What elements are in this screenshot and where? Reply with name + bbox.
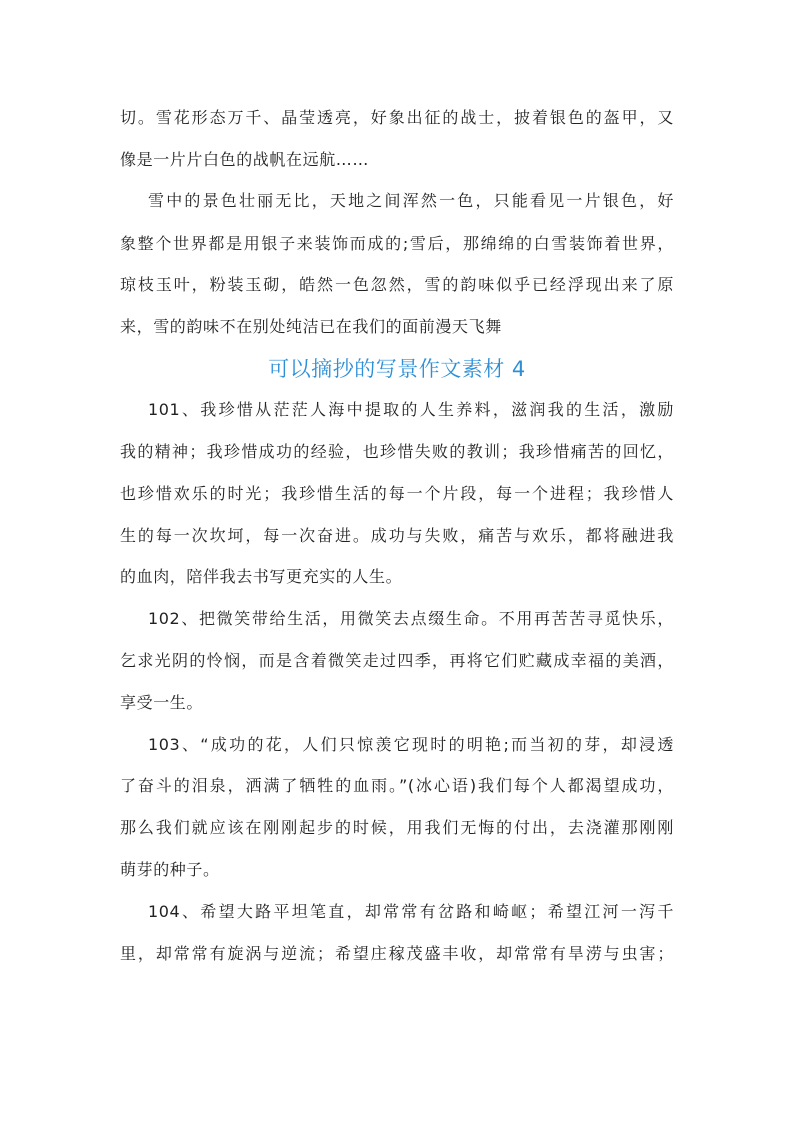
paragraph-line: 的血肉，陪伴我去书写更充实的人生。 xyxy=(120,567,403,586)
paragraph-line: 乞求光阴的怜悯，而是含着微笑走过四季，再将它们贮藏成幸福的美酒， xyxy=(120,651,674,670)
paragraph-line: 我的精神；我珍惜成功的经验，也珍惜失败的教训；我珍惜痛苦的回忆， xyxy=(120,442,674,461)
paragraph-line: 享受一生。 xyxy=(120,693,204,712)
paragraph-line: 像是一片片白色的战帆在远航…… xyxy=(120,150,370,169)
paragraph-line: 101、我珍惜从茫茫人海中提取的人生养料，滋润我的生活，激励 xyxy=(148,400,674,419)
paragraph-line: 102、把微笑带给生活，用微笑去点缀生命。不用再苦苦寻觅快乐， xyxy=(148,609,674,628)
paragraph-line: 了奋斗的泪泉，洒满了牺牲的血雨。”(冰心语)我们每个人都渴望成功， xyxy=(120,776,674,795)
paragraph-line: 琼枝玉叶，粉装玉砌，皓然一色忽然，雪的韵味似乎已经浮现出来了原 xyxy=(120,275,674,294)
paragraph-line: 来，雪的韵味不在别处纯洁已在我们的面前漫天飞舞 xyxy=(120,317,502,336)
section-heading: 可以摘抄的写景作文素材 4 xyxy=(268,357,526,381)
paragraph-line: 切。雪花形态万千、晶莹透亮，好象出征的战士，披着银色的盔甲，又 xyxy=(120,108,674,127)
paragraph-line: 103、“成功的花，人们只惊羡它现时的明艳;而当初的芽，却浸透 xyxy=(148,735,674,754)
paragraph-line: 萌芽的种子。 xyxy=(120,860,220,879)
paragraph-line: 里，却常常有旋涡与逆流；希望庄稼茂盛丰收，却常常有旱涝与虫害； xyxy=(120,944,674,963)
paragraph-line: 象整个世界都是用银子来装饰而成的;雪后，那绵绵的白雪装饰着世界， xyxy=(120,234,674,253)
paragraph-line: 104、希望大路平坦笔直，却常常有岔路和崎岖；希望江河一泻千 xyxy=(148,902,674,921)
paragraph-line: 也珍惜欢乐的时光；我珍惜生活的每一个片段，每一个进程；我珍惜人 xyxy=(120,484,674,503)
paragraph-line: 雪中的景色壮丽无比，天地之间浑然一色，只能看见一片银色，好 xyxy=(148,191,674,210)
paragraph-line: 生的每一次坎坷，每一次奋进。成功与失败，痛苦与欢乐，都将融进我 xyxy=(120,526,674,545)
paragraph-line: 那么我们就应该在刚刚起步的时候，用我们无悔的付出，去浇灌那刚刚 xyxy=(120,818,674,837)
